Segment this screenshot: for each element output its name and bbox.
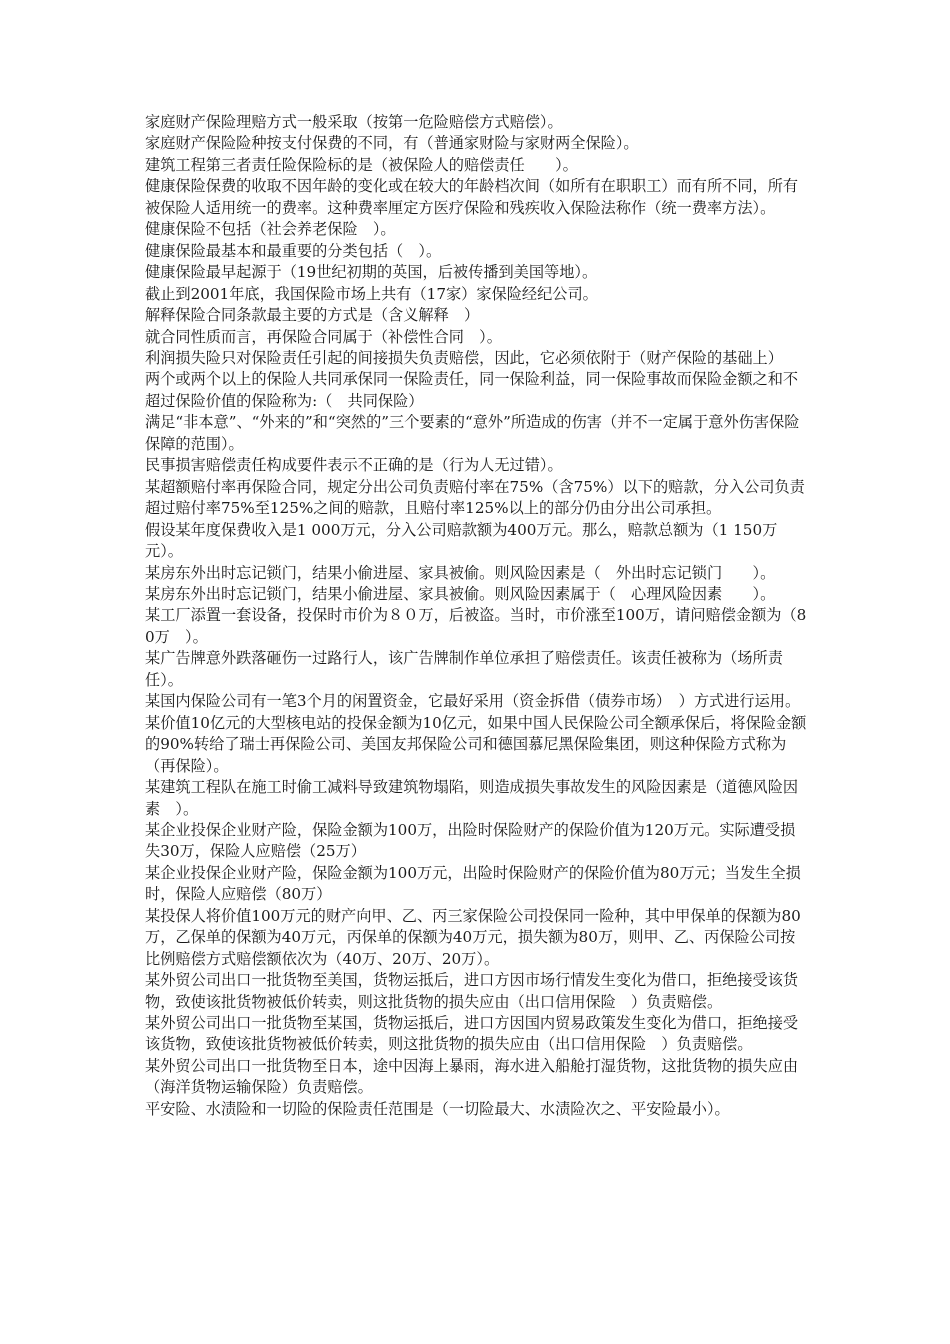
- paragraph: 某企业投保企业财产险，保险金额为100万，出险时保险财产的保险价值为120万元。实际遭受损失30万，保险人应赔偿（25万）: [145, 820, 796, 861]
- paragraph: 某企业投保企业财产险，保险金额为100万元，出险时保险财产的保险价值为80万元；当发生全损时，保险人应赔偿（80万）: [145, 863, 801, 904]
- paragraph: 家庭财产保险理赔方式一般采取（按第一危险赔偿方式赔偿）。: [145, 113, 563, 131]
- document-body: [145, 112, 808, 1120]
- paragraph: 截止到2001年底，我国保险市场上共有（17家）家保险经纪公司。: [145, 284, 598, 303]
- paragraph: 两个或两个以上的保险人共同承保同一保险责任，同一保险利益，同一保险事故而保险金额之和不超过保险价值的保险称为:（ 共同保险）: [145, 370, 799, 410]
- paragraph: 民事损害赔偿责任构成要件表示不正确的是（行为人无过错）。: [145, 456, 563, 475]
- paragraph: 假设某年度保费收入是1 000万元，分入公司赔款额为400万元。那么，赔款总额为（1 150万元）。: [145, 520, 778, 561]
- paragraph: 某国内保险公司有一笔3个月的闲置资金，它最好采用（资金拆借（债券市场） ）方式进行运用。: [145, 692, 801, 711]
- paragraph: 健康保险最基本和最重要的分类包括（ ）。: [145, 241, 442, 260]
- paragraph: 就合同性质而言，再保险合同属于（补偿性合同 ）。: [145, 327, 502, 346]
- paragraph: 利润损失险只对保险责任引起的间接损失负责赔偿，因此，它必须依附于（财产保险的基础上）: [145, 348, 783, 367]
- paragraph: 某价值10亿元的大型核电站的投保金额为10亿元，如果中国人民保险公司全额承保后，将保险金额的90%转给了瑞士再保险公司、美国友邦保险公司和德国慕尼黑保险集团，则这种保险方式称为（再保险）。: [145, 713, 807, 775]
- paragraph: 平安险、水渍险和一切险的保险责任范围是（一切险最大、水渍险次之、平安险最小）。: [145, 1099, 730, 1118]
- paragraph: 建筑工程第三者责任险保险标的是（被保险人的赔偿责任 ）。: [145, 155, 578, 174]
- paragraph: 某外贸公司出口一批货物至某国，货物运抵后，进口方因国内贸易政策发生变化为借口，拒绝接受该货物，致使该批货物被低价转卖，则这批货物的损失应由（出口信用保险 ）负责赔偿。: [145, 1014, 799, 1054]
- paragraph: 健康保险不包括（社会养老保险 ）。: [145, 220, 396, 239]
- paragraph: 某房东外出时忘记锁门，结果小偷进屋、家具被偷。则风险因素是（ 外出时忘记锁门 ）。: [145, 563, 776, 582]
- paragraph: 某超额赔付率再保险合同，规定分出公司负责赔付率在75%（含75%）以下的赔款，分入公司负责超过赔付率75%至125%之间的赔款，且赔付率125%以上的部分仍由分出公司承担。: [145, 477, 805, 518]
- paragraph: 某建筑工程队在施工时偷工减料导致建筑物塌陷，则造成损失事故发生的风险因素是（道德风险因素 ）。: [145, 778, 799, 818]
- paragraph: 某广告牌意外跌落砸伤一过路行人，该广告牌制作单位承担了赔偿责任。该责任被称为（场所责任）。: [145, 649, 783, 689]
- paragraph: 健康保险最早起源于（19世纪初期的英国，后被传播到美国等地）。: [145, 263, 598, 282]
- paragraph: 家庭财产保险险种按支付保费的不同，有（普通家财险与家财两全保险）。: [145, 134, 639, 153]
- paragraph: 解释保险合同条款最主要的方式是（含义解释 ）: [145, 306, 480, 325]
- paragraph: 某投保人将价值100万元的财产向甲、乙、丙三家保险公司投保同一险种，其中甲保单的保额为80万，乙保单的保额为40万元，丙保单的保额为40万元，损失额为80万，则甲、乙、丙保险公司按比例赔偿方式赔偿额依次为（40万、20万、20万）。: [145, 906, 801, 968]
- paragraph: 某外贸公司出口一批货物至日本，途中因海上暴雨，海水进入船舱打湿货物，这批货物的损失应由（海洋货物运输保险）负责赔偿。: [145, 1056, 799, 1097]
- paragraph: 某工厂添置一套设备，投保时市价为８０万，后被盗。当时，市价涨至100万，请问赔偿金额为（80万 ）。: [145, 606, 807, 646]
- paragraph: 某外贸公司出口一批货物至美国，货物运抵后，进口方因市场行情发生变化为借口，拒绝接受该货物，致使该批货物被低价转卖，则这批货物的损失应由（出口信用保险 ）负责赔偿。: [145, 971, 799, 1011]
- paragraph: 健康保险保费的收取不因年龄的变化或在较大的年龄档次间（如所有在职职工）而有所不同，所有被保险人适用统一的费率。这种费率厘定方医疗保险和残疾收入保险法称作（统一费率方法）。: [145, 177, 799, 217]
- paragraph: 某房东外出时忘记锁门，结果小偷进屋、家具被偷。则风险因素属于（ 心理风险因素 ）。: [145, 584, 776, 603]
- paragraph: 满足“非本意”、“外来的”和“突然的”三个要素的“意外”所造成的伤害（并不一定属于意外伤害保险保障的范围）。: [145, 413, 800, 453]
